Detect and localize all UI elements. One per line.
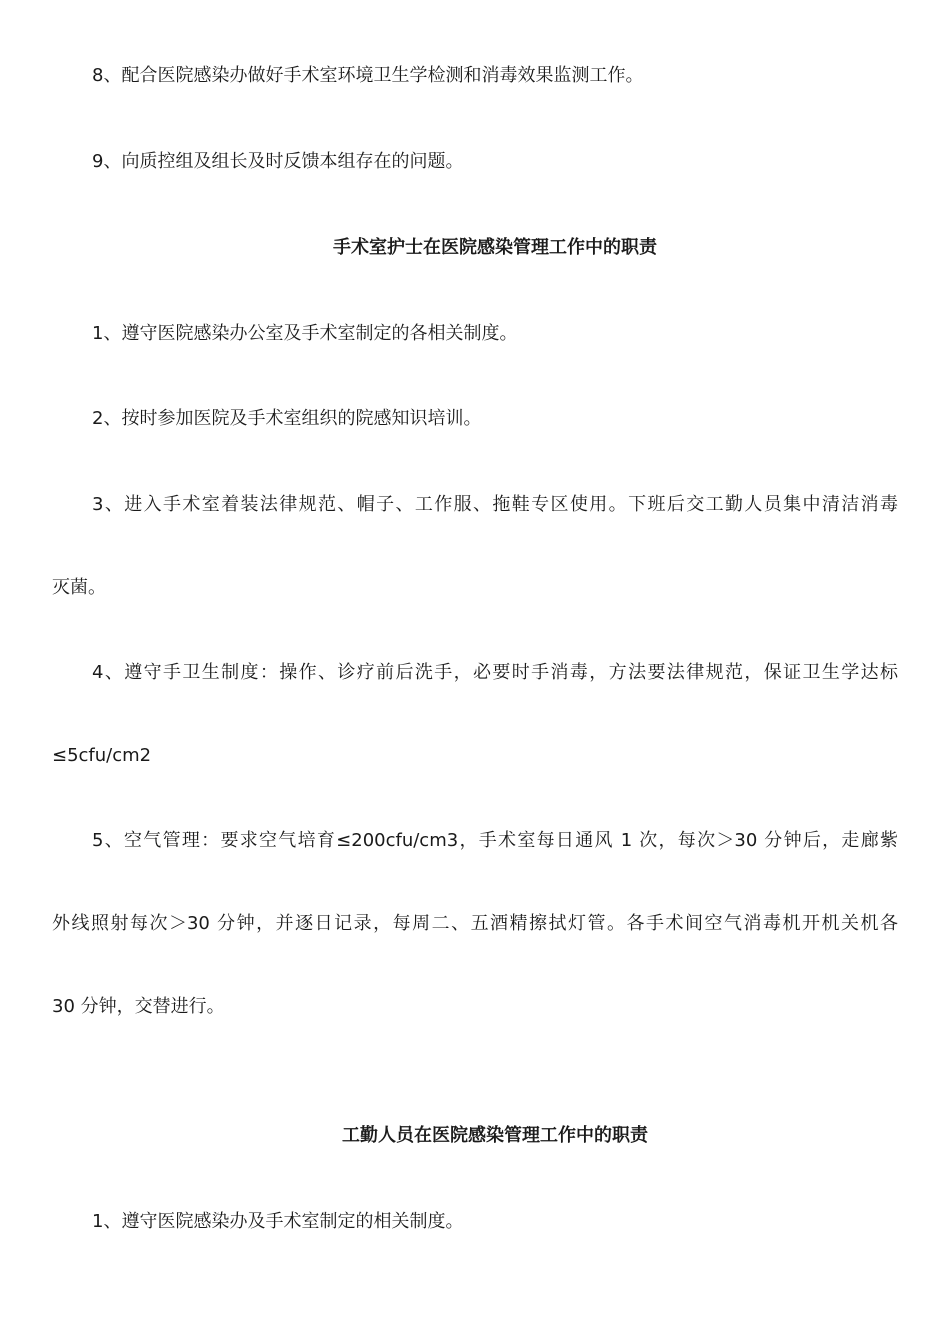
nurse-item-5-line-2: 外线照射每次＞30 分钟，并逐日记录，每周二、五酒精擦拭灯管。各手术间空气消毒机开机关机各 <box>52 913 898 934</box>
nurse-item-5-line-1: 5、空气管理：要求空气培育≤200cfu/cm3，手术室每日通风 1 次，每次＞30 分钟后，走廊紫 <box>92 830 898 851</box>
nurse-item-4-line-2: ≤5cfu/cm2 <box>52 745 152 766</box>
list-item-8: 8、配合医院感染办做好手术室环境卫生学检测和消毒效果监测工作。 <box>92 65 644 86</box>
nurse-item-1: 1、遵守医院感染办公室及手术室制定的各相关制度。 <box>92 323 518 344</box>
list-item-9: 9、向质控组及组长及时反馈本组存在的问题。 <box>92 151 464 172</box>
nurse-item-3-line-1: 3、进入手术室着装法律规范、帽子、工作服、拖鞋专区使用。下班后交工勤人员集中清洁消毒 <box>92 494 898 515</box>
section-heading-nurse: 手术室护士在医院感染管理工作中的职责 <box>333 237 657 258</box>
nurse-item-5-line-3: 30 分钟，交替进行。 <box>52 996 225 1017</box>
nurse-item-2: 2、按时参加医院及手术室组织的院感知识培训。 <box>92 408 482 429</box>
nurse-item-4-line-1: 4、遵守手卫生制度：操作、诊疗前后洗手，必要时手消毒，方法要法律规范，保证卫生学达标 <box>92 662 898 683</box>
nurse-item-3-line-2: 灭菌。 <box>52 577 106 598</box>
section-heading-worker: 工勤人员在医院感染管理工作中的职责 <box>342 1125 648 1146</box>
worker-item-1: 1、遵守医院感染办及手术室制定的相关制度。 <box>92 1211 464 1232</box>
